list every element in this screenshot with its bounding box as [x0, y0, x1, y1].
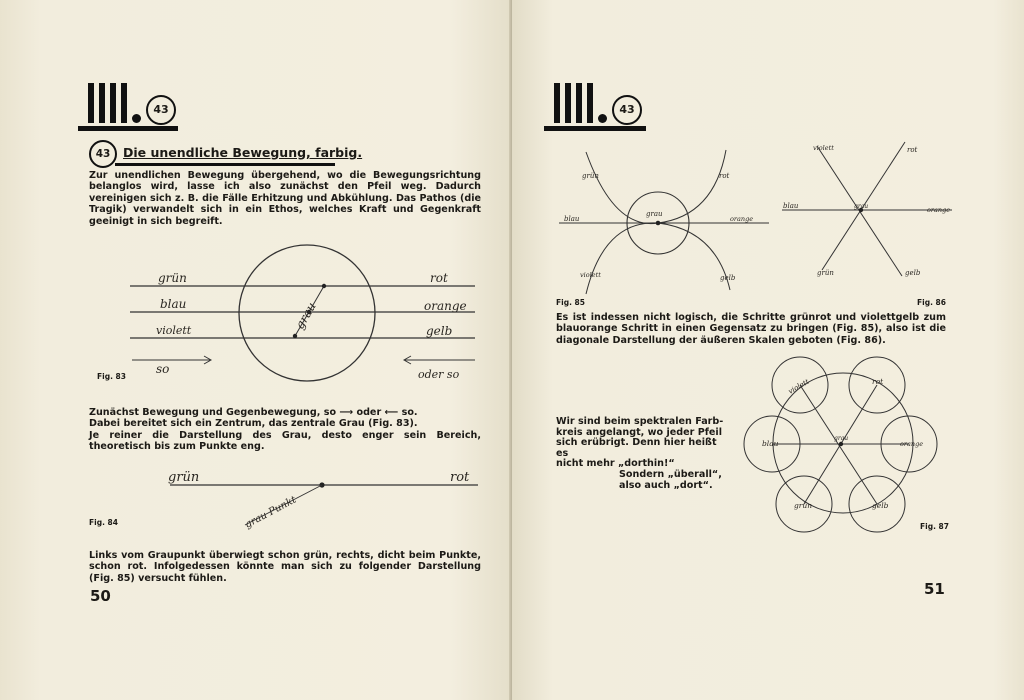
section-number-badge: 43 — [89, 140, 117, 168]
fig85-label-grau: grau — [646, 210, 663, 218]
fig85-label-violett: violett — [580, 271, 601, 279]
right-paragraph-2-line-4: nicht mehr „dorthin!“ — [556, 458, 675, 470]
fig87-label-rot: rot — [872, 377, 884, 386]
fig87-label-gruen: grün — [794, 501, 813, 510]
fig83-label-blau: blau — [160, 297, 187, 311]
fig83-label-grau: grau — [292, 299, 319, 332]
right-paragraph-2-line-1: Wir sind beim spektralen Farb- — [556, 416, 724, 427]
fig85-label-rot: rot — [719, 172, 730, 180]
fig83-label-violett: violett — [156, 324, 192, 337]
right-paragraph-2 — [556, 417, 731, 491]
fig86-label-gelb: gelb — [905, 269, 921, 277]
fig83-label-oder-so: oder so — [418, 368, 460, 381]
fig-87-diagram — [740, 352, 940, 536]
paragraph-2-line-1: Zunächst Bewegung und Gegenbewegung, so ⟶ oder ⟵ so. — [89, 407, 418, 418]
fig83-label-orange: orange — [424, 299, 467, 313]
fig85-label-blau: blau — [564, 215, 580, 223]
fig85-label-gelb: gelb — [720, 274, 736, 282]
fig84-label-rot: rot — [450, 470, 470, 485]
section-title: Die unendliche Bewegung, farbig. — [123, 145, 363, 160]
right-paragraph-2-line-2: kreis angelangt, wo jeder Pfeil — [556, 426, 722, 438]
paragraph-3: Links vom Graupunkt überwiegt schon grün, rechts, dicht beim Punkte, schon rot. Infolgedessen könnte man sich zu folgender Darstellung (Fig. 85) versucht fühlen. — [89, 550, 481, 584]
fig-83-diagram — [120, 240, 490, 390]
fig86-label-rot: rot — [907, 146, 918, 154]
fig83-label-gruen: grün — [158, 271, 187, 285]
fig85-label-orange: orange — [730, 215, 754, 223]
fig-84-caption: Fig. 84 — [89, 518, 118, 527]
fig-86-diagram — [777, 138, 957, 288]
right-paragraph-2-line-5: Sondern „überall“, — [619, 468, 722, 480]
fig86-label-gruen: grün — [817, 269, 834, 277]
paragraph-2 — [89, 407, 481, 453]
logo-number-badge-right: 43 — [612, 95, 642, 125]
fig-83-caption: Fig. 83 — [97, 372, 126, 381]
right-paragraph-1: Es ist indessen nicht logisch, die Schritte grünrot und violettgelb zum blauorange Schritt in einen Gegensatz zu bringen (Fig. 85), also ist die diagonale Darstellung der äußeren Skalen geboten (Fig. 86). — [556, 312, 946, 346]
paragraph-2-line-2: Dabei bereitet sich ein Zentrum, das zentrale Grau (Fig. 83). — [89, 418, 418, 430]
fig87-label-violett: violett — [787, 377, 811, 396]
fig86-label-orange: orange — [927, 206, 951, 214]
fig83-label-so-left: so — [156, 362, 170, 376]
fig-84-diagram — [160, 465, 490, 535]
fig87-label-grau: grau — [834, 435, 849, 442]
fig-85-diagram — [554, 140, 774, 300]
fig87-label-orange: orange — [900, 440, 924, 448]
right-paragraph-2-line-6: also auch „dort“. — [619, 479, 713, 491]
fig85-label-gruen: grün — [582, 172, 599, 180]
fig87-label-blau: blau — [762, 439, 779, 448]
fig83-label-rot: rot — [430, 271, 448, 285]
page-number-right: 51 — [924, 580, 945, 598]
fig87-label-gelb: gelb — [872, 501, 889, 510]
fig-85-caption: Fig. 85 — [556, 298, 585, 307]
chapter-logo-right — [544, 83, 654, 133]
chapter-logo — [78, 83, 188, 133]
right-paragraph-2-line-3: sich erübrigt. Denn hier heißt es — [556, 437, 717, 459]
page-number-left: 50 — [90, 587, 111, 605]
fig84-label-gruen: grün — [168, 470, 200, 485]
logo-number-badge: 43 — [146, 95, 176, 125]
intro-paragraph: Zur unendlichen Bewegung übergehend, wo die Bewegungsrichtung belanglos wird, lasse ich also zunächst den Pfeil weg. Dadurch vereinigen sich z. B. die Fälle Erhitzung und Abkühlung. Das Pathos (die Tragik) verwandelt sich in ein Ethos, welches Kraft und Gegenkraft geeinigt in sich begreift. — [89, 170, 481, 227]
fig83-label-gelb: gelb — [426, 324, 453, 338]
fig84-label-grau-punkt: grau Punkt — [243, 494, 299, 531]
paragraph-2-line-3: Je reiner die Darstellung des Grau, desto enger sein Bereich, theoretisch bis zum Punkte eng. — [89, 429, 481, 453]
right-page — [512, 0, 1024, 700]
fig86-label-blau: blau — [783, 202, 799, 210]
fig86-label-grau: grau — [854, 203, 869, 210]
fig-86-caption: Fig. 86 — [917, 298, 946, 307]
fig-87-caption: Fig. 87 — [920, 522, 949, 531]
fig86-label-violett: violett — [813, 144, 834, 152]
